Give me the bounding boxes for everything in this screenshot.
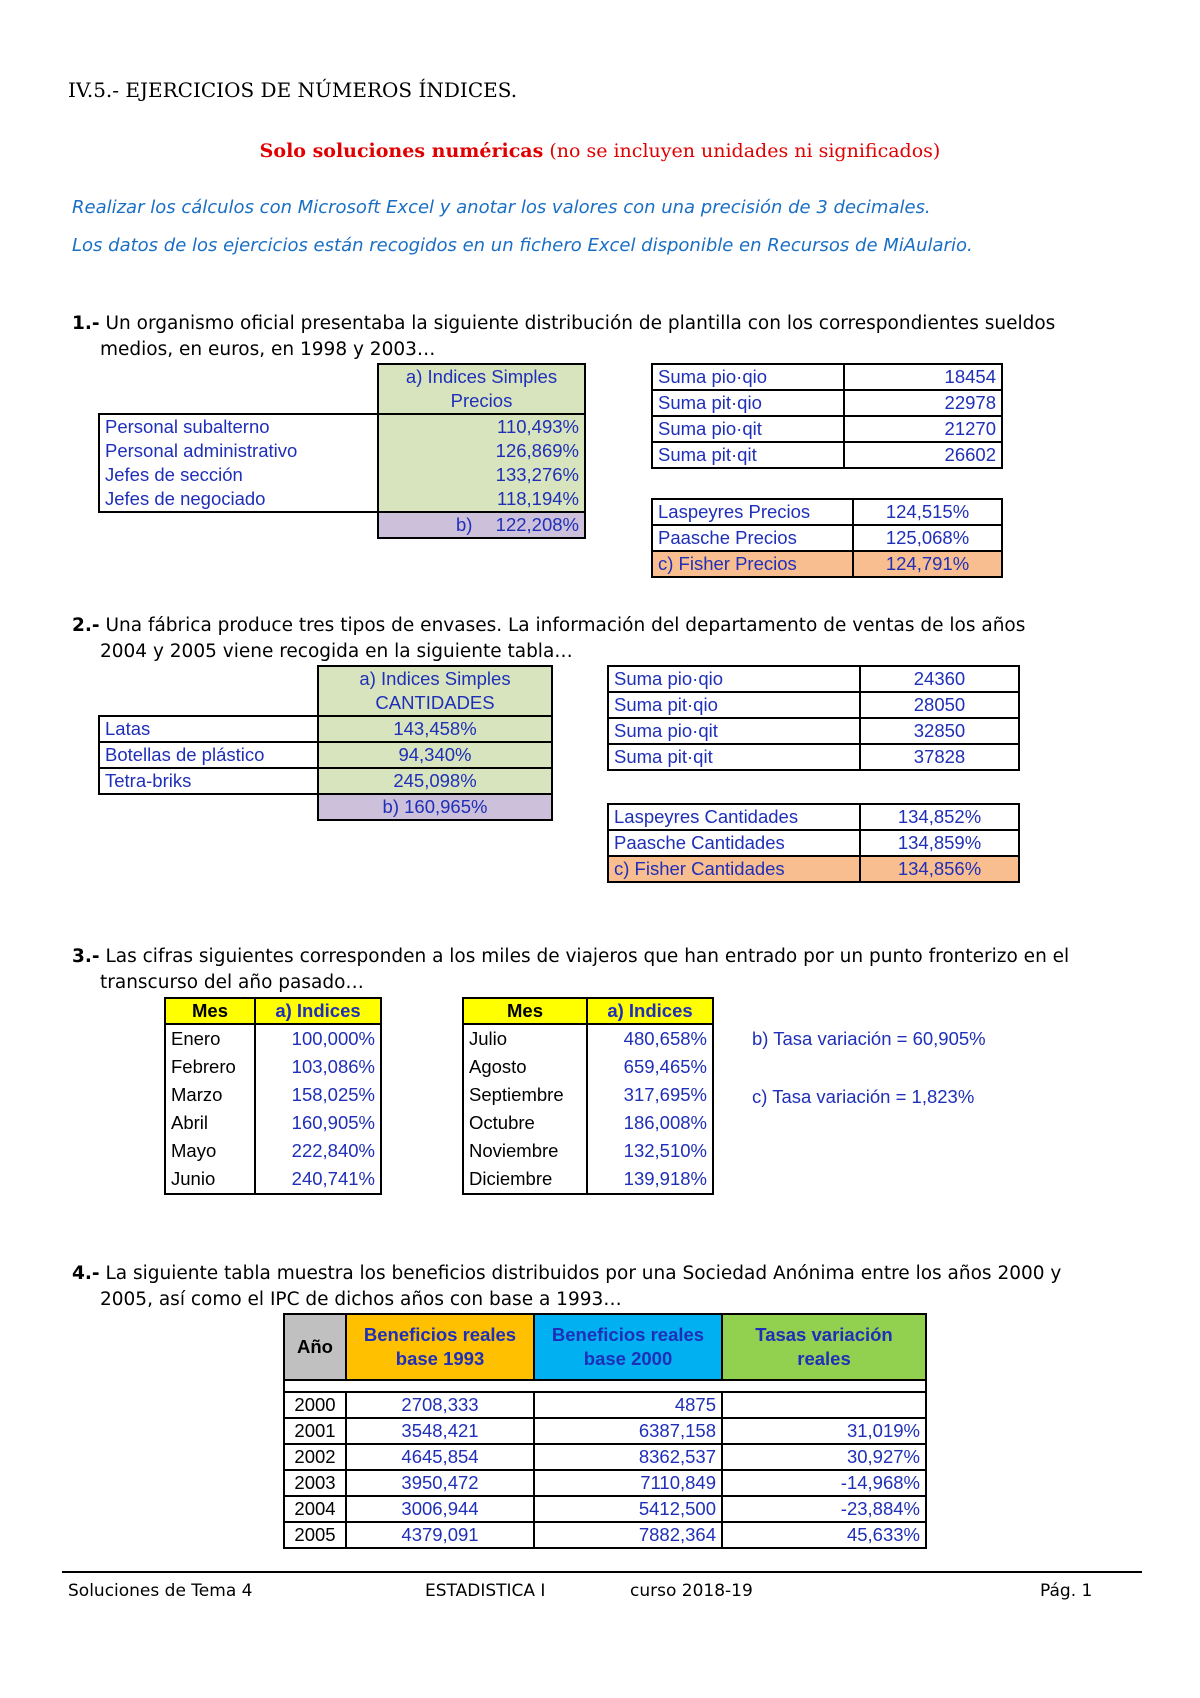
ex2-sums-table [607,665,1020,771]
table-row: 2005 4379,091 7882,364 45,633% [284,1522,926,1548]
table-row [99,439,585,463]
table-row: Octubre 186,008% [463,1109,713,1137]
note-data-file: Los datos de los ejercicios están recogidos en un fichero Excel disponible en Recursos de MiAulario. [72,235,973,256]
table-row: Febrero 103,086% [165,1053,381,1081]
table-row: Tetra-briks 245,098% [99,768,552,794]
table-row: Suma pio·qit 32850 [608,718,1019,744]
table-row: Laspeyres Cantidades 134,852% [608,804,1019,830]
ex1-row-value: 133,276% [378,463,585,487]
exercise-1-number: 1.- [72,313,100,334]
ex1-head-1: a) Indices Simples [378,364,585,389]
table-row: Marzo 158,025% [165,1081,381,1109]
table-row: 2004 3006,944 5412,500 -23,884% [284,1496,926,1522]
exercise-3-text-2: transcurso del año pasado… [100,972,364,993]
table-row: Suma pit·qio 22978 [652,390,1002,416]
table-row: Abril 160,905% [165,1109,381,1137]
exercise-1-text: Un organismo oficial presentaba la siguiente distribución de plantilla con los correspondientes sueldos [99,313,1056,334]
exercise-3-number: 3.- [72,946,100,967]
table-row: Suma pio·qio 24360 [608,666,1019,692]
footer-page-number: Pág. 1 [1040,1581,1093,1601]
table-row: Suma pio·qio 18454 [652,364,1002,390]
table-row [99,414,585,439]
exercise-4-number: 4.- [72,1263,100,1284]
table-row: Noviembre 132,510% [463,1137,713,1165]
ex2-simple-index-table [98,665,553,821]
ex4-table [283,1313,927,1549]
table-row: Julio 480,658% [463,1024,713,1053]
ex1-row-label: Personal administrativo [99,439,378,463]
ex4-head-year: Año [284,1314,346,1380]
table-row: Botellas de plástico 94,340% [99,742,552,768]
note-excel: Realizar los cálculos con Microsoft Excel y anotar los valores con una precisión de 3 decimales. [72,197,931,218]
ex4-head-base2000: Beneficios reales base 2000 [534,1314,722,1380]
table-row: Suma pit·qio 28050 [608,692,1019,718]
table-row: Junio 240,741% [165,1165,381,1194]
ex1-row-label: Jefes de negociado [99,487,378,512]
ex1-row-value: 126,869% [378,439,585,463]
ex1-head-2: Precios [378,389,585,414]
subtitle-rest: (no se incluyen unidades ni significados) [543,140,941,162]
table-row: Latas 143,458% [99,716,552,742]
exercise-3-text: Las cifras siguientes corresponden a los miles de viajeros que han entrado por un punto fronterizo en el [99,946,1070,967]
ex1-index-table [651,498,1003,578]
ex4-head-base1993: Beneficios reales base 1993 [346,1314,534,1380]
ex2-head-1: a) Indices Simples [318,666,552,691]
exercise-4-text-2: 2005, así como el IPC de dichos años con base a 1993… [100,1289,622,1310]
table-row: 2003 3950,472 7110,849 -14,968% [284,1470,926,1496]
ex1-b-result: b) 122,208% [378,512,585,538]
footer-left: Soluciones de Tema 4 [68,1581,253,1601]
ex1-row-value: 118,194% [378,487,585,512]
ex1-row-label: Jefes de sección [99,463,378,487]
table-row: c) Fisher Cantidades 134,856% [608,856,1019,882]
exercise-2-text: Una fábrica produce tres tipos de envases. La información del departamento de ventas de los años [99,615,1026,636]
ex3-table-right: Mes a) Indices Julio 480,658% Agosto 659,465% Septiembre 317,695% Octubre 186,008% Noviembre 132,510% Diciembre 139,918% [462,997,714,1195]
table-row: Agosto 659,465% [463,1053,713,1081]
table-row [99,487,585,512]
ex1-simple-index-table [98,363,586,539]
table-row: 2001 3548,421 6387,158 31,019% [284,1418,926,1444]
subtitle [0,140,1200,162]
ex4-head-tasa: Tasas variación reales [722,1314,926,1380]
exercise-2-text-2: 2004 y 2005 viene recogida en la siguiente tabla… [100,641,573,662]
table-row: Suma pio·qit 21270 [652,416,1002,442]
exercise-3-statement [72,944,1142,996]
footer-subject: ESTADISTICA I [425,1581,546,1601]
ex1-row-label: Personal subalterno [99,414,378,439]
table-row: Diciembre 139,918% [463,1165,713,1194]
table-row [99,463,585,487]
exercise-1-statement [72,311,1142,363]
ex3-table-left: Mes a) Indices Enero 100,000% Febrero 103,086% Marzo 158,025% Abril 160,905% Mayo 222,840% Junio 240,741% [164,997,382,1195]
table-row: Suma pit·qit 26602 [652,442,1002,468]
table-row: Laspeyres Precios 124,515% [652,499,1002,525]
ex2-index-table [607,803,1020,883]
ex3-tasa-b: b) Tasa variación = 60,905% [752,1028,986,1049]
subtitle-bold: Solo soluciones numéricas [259,140,544,162]
exercise-1-text-2: medios, en euros, en 1998 y 2003… [100,339,436,360]
ex1-sums-table [651,363,1003,469]
ex3-tasa-c: c) Tasa variación = 1,823% [752,1086,975,1107]
ex2-head-2: CANTIDADES [318,691,552,716]
ex2-b-result: b) 160,965% [318,794,552,820]
table-row: Paasche Cantidades 134,859% [608,830,1019,856]
table-row: Septiembre 317,695% [463,1081,713,1109]
table-row: Paasche Precios 125,068% [652,525,1002,551]
table-row: c) Fisher Precios 124,791% [652,551,1002,577]
ex1-row-value: 110,493% [378,414,585,439]
footer-course: curso 2018-19 [630,1581,753,1601]
table-row: Suma pit·qit 37828 [608,744,1019,770]
table-row: 2002 4645,854 8362,537 30,927% [284,1444,926,1470]
footer-divider [62,1571,1142,1573]
table-row: Mayo 222,840% [165,1137,381,1165]
page-title: IV.5.- EJERCICIOS DE NÚMEROS ÍNDICES. [68,78,518,102]
exercise-4-text: La siguiente tabla muestra los beneficios distribuidos por una Sociedad Anónima entre los años 2000 y [99,1263,1062,1284]
exercise-4-statement [72,1261,1142,1313]
exercise-2-number: 2.- [72,615,100,636]
exercise-2-statement [72,613,1142,665]
table-row: Enero 100,000% [165,1024,381,1053]
table-row: 2000 2708,333 4875 [284,1392,926,1418]
